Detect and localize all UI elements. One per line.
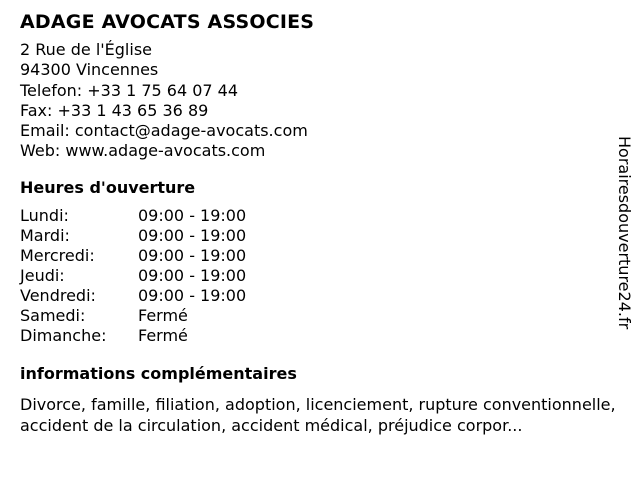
hours-value: 09:00 - 19:00 [138, 286, 247, 306]
day-label: Vendredi: [20, 286, 96, 306]
day-label: Dimanche: [20, 326, 107, 346]
hours-value: 09:00 - 19:00 [138, 266, 247, 286]
site-watermark: Horairesdouverture24.fr [615, 136, 634, 330]
info-text: Divorce, famille, filiation, adoption, licenciement, rupture conventionnelle, accident de la circulation, accident médical, préjudice corpor... [20, 395, 616, 436]
hours-value: Fermé [138, 306, 188, 326]
address-city: 94300 Vincennes [20, 60, 159, 80]
fax-line: Fax: +33 1 43 65 36 89 [20, 100, 209, 120]
day-label: Mardi: [20, 225, 70, 245]
hours-row-tuesday [20, 226, 620, 246]
day-label: Jeudi: [20, 266, 65, 286]
business-name: ADAGE AVOCATS ASSOCIES [20, 11, 315, 33]
info-heading: informations complémentaires [20, 364, 297, 384]
hours-row-wednesday [20, 246, 620, 266]
hours-value: 09:00 - 19:00 [138, 205, 247, 225]
hours-value: 09:00 - 19:00 [138, 245, 247, 265]
hours-value: Fermé [138, 326, 188, 346]
address-street: 2 Rue de l'Église [20, 40, 152, 59]
day-label: Samedi: [20, 306, 86, 326]
hours-row-thursday [20, 266, 620, 286]
hours-row-monday [20, 206, 620, 226]
hours-row-saturday [20, 306, 620, 326]
phone-line: Telefon: +33 1 75 64 07 44 [20, 80, 239, 100]
hours-table [20, 206, 620, 347]
hours-heading: Heures d'ouverture [20, 177, 196, 197]
web-line: Web: www.adage-avocats.com [20, 141, 266, 161]
business-card [20, 10, 620, 436]
hours-row-sunday [20, 326, 620, 346]
day-label: Mercredi: [20, 245, 95, 265]
hours-value: 09:00 - 19:00 [138, 225, 247, 245]
hours-row-friday [20, 286, 620, 306]
day-label: Lundi: [20, 205, 69, 225]
email-line: Email: contact@adage-avocats.com [20, 121, 308, 141]
